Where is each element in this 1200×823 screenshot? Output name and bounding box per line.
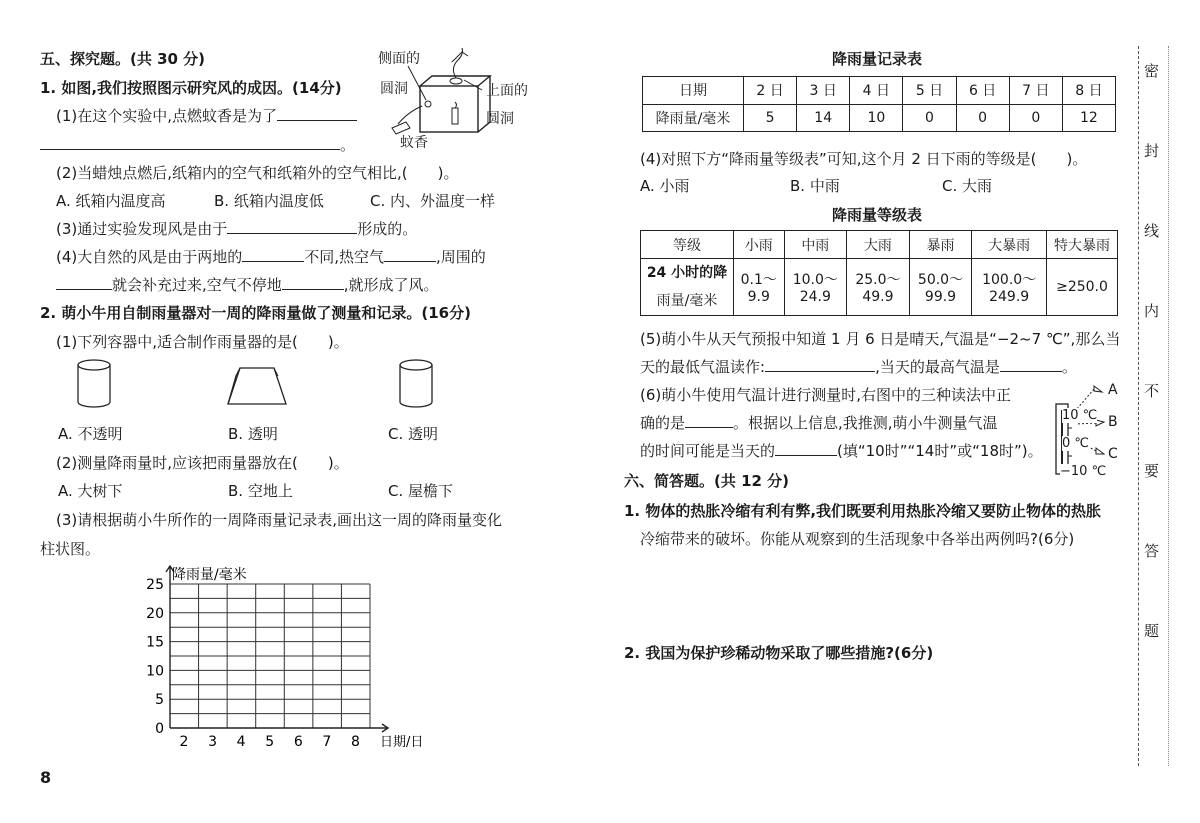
- grade-row-label-line1: 24 小时的降: [646, 265, 728, 281]
- q1-s1-text: (1)在这个实验中,点燃蚊香是为了: [56, 107, 278, 125]
- rainfall-bar-chart[interactable]: [140, 560, 460, 750]
- q2-stem: 2. 萌小牛用自制雨量器对一周的降雨量做了测量和记录。(16分): [40, 304, 471, 322]
- q2-s1-option-b[interactable]: B. 透明: [228, 425, 278, 443]
- record-table-title: 降雨量记录表: [832, 50, 923, 68]
- record-header-cell: 3 日: [797, 77, 850, 105]
- grade-table-header-row: [641, 231, 1118, 259]
- grade-range-cell-last: ≥250.0: [1047, 259, 1118, 316]
- grade-range-cell: [972, 259, 1047, 316]
- section6-title: 六、简答题。(共 12 分): [624, 472, 790, 490]
- q2-s6-text-c: 。根据以上信息,我推测,萌小牛测量气温: [733, 414, 998, 432]
- q1-s3-blank[interactable]: [227, 219, 357, 234]
- binding-margin-char: 密: [1144, 62, 1160, 80]
- grade-range-from: 10.0～: [792, 272, 838, 288]
- chart-ylabel: 降雨量/毫米: [172, 567, 247, 583]
- page-number: 8: [40, 768, 52, 787]
- grade-table-value-row: [641, 259, 1118, 316]
- binding-margin-text: [1144, 60, 1162, 760]
- box-drawing: [378, 44, 538, 154]
- q2-s4-option-c[interactable]: C. 大雨: [942, 177, 993, 195]
- thermometer-figure: [1040, 380, 1130, 480]
- grade-header-cell: 暴雨: [909, 231, 972, 259]
- grade-row-label: [641, 259, 734, 316]
- q2-s3: (3)请根据萌小牛所作的一周降雨量记录表,画出这一周的降雨量变化: [56, 511, 503, 529]
- record-value-cell: 降雨量/毫米: [643, 104, 744, 132]
- grade-table-title: 降雨量等级表: [832, 206, 923, 224]
- binding-margin-char: 线: [1144, 222, 1160, 240]
- q1-s4-text-a: (4)大自然的风是由于两地的: [56, 248, 243, 266]
- record-value-cell: 0: [956, 104, 1009, 132]
- binding-margin-char: 答: [1144, 542, 1160, 560]
- grade-header-cell: 等级: [641, 231, 734, 259]
- incense-label: 蚊香: [400, 135, 428, 151]
- q2-s6-text-b: 确的是: [640, 414, 686, 432]
- wind-experiment-figure: [378, 44, 538, 154]
- binding-line-right: [1168, 46, 1169, 766]
- trapezoid-container-icon: [226, 364, 290, 410]
- binding-line-left: [1138, 46, 1139, 766]
- q1-s4-text-e: ,就形成了风。: [343, 276, 439, 294]
- chart-xlabel: 日期/日: [380, 735, 424, 750]
- q1-s4-text-d: 就会补充过来,空气不停地: [112, 276, 282, 294]
- thermo-label-neg10: −10 ℃: [1060, 464, 1107, 479]
- s6-q1: [624, 500, 1101, 521]
- record-value-cell: 12: [1062, 104, 1115, 132]
- q1-s2-option-a[interactable]: A. 纸箱内温度高: [56, 192, 166, 210]
- chart-y-tick-label: 10: [146, 663, 164, 680]
- q1-s4-blank-1[interactable]: [242, 247, 304, 262]
- q1-s4-text-b: 不同,热空气: [304, 248, 385, 266]
- q1-s1: [56, 105, 357, 126]
- grade-row-label-line2: 雨量/毫米: [656, 293, 718, 309]
- record-header-cell: 2 日: [744, 77, 797, 105]
- s6-q1-line1: 1. 物体的热胀冷缩有利有弊,我们既要利用热胀冷缩又要防止物体的热胀: [624, 502, 1102, 520]
- q2-s4-option-b[interactable]: B. 中雨: [790, 177, 840, 195]
- q2-s2-option-b[interactable]: B. 空地上: [228, 482, 293, 500]
- record-header-cell: 日期: [643, 77, 744, 105]
- s6-q1-cont: 冷缩带来的破坏。你能从观察到的生活现象中各举出两例吗?(6分): [640, 530, 1075, 548]
- q1-stem: 1. 如图,我们按照图示研究风的成因。(14分): [40, 79, 342, 97]
- grade-range-from: 100.0～: [982, 272, 1037, 288]
- q2-s4-option-a[interactable]: A. 小雨: [640, 177, 690, 195]
- q2-s6: (6)萌小牛使用气温计进行测量时,右图中的三种读法中正: [640, 386, 1012, 404]
- q1-s3: [56, 218, 417, 239]
- binding-margin-char: 封: [1144, 142, 1160, 160]
- side-hole-label-2: 圆洞: [380, 81, 408, 97]
- q2-s5-text-d: 。: [1061, 358, 1077, 376]
- grade-range-from: 25.0～: [855, 272, 901, 288]
- chart-y-tick-label: 5: [155, 692, 164, 709]
- chart-x-tick-label: 7: [322, 734, 332, 750]
- record-header-cell: 7 日: [1009, 77, 1062, 105]
- q1-s4-text-c: ,周围的: [436, 248, 486, 266]
- q2-s6-cont2: [640, 440, 1043, 461]
- binding-margin-char: 不: [1144, 382, 1160, 400]
- binding-margin-char: 要: [1144, 462, 1160, 480]
- chart-y-tick-label: 15: [146, 634, 164, 651]
- record-value-cell: 14: [797, 104, 850, 132]
- q1-s1-end: 。: [340, 136, 356, 154]
- chart-y-tick-label: 0: [155, 721, 164, 737]
- thermo-reading-c: C: [1108, 446, 1118, 462]
- top-hole-label: 上面的: [486, 83, 528, 99]
- q2-s6-text-d: 的时间可能是当天的: [640, 442, 776, 460]
- record-value-cell: 5: [744, 104, 797, 132]
- rainfall-record-table: [642, 76, 1116, 132]
- q2-s3-cont: 柱状图。: [40, 540, 101, 558]
- q2-s1-option-a[interactable]: A. 不透明: [58, 425, 123, 443]
- chart-grid: [166, 566, 388, 732]
- q1-s4-blank-3[interactable]: [56, 275, 112, 290]
- q2-s6-blank-2[interactable]: [775, 441, 837, 456]
- grade-range-cell: [734, 259, 785, 316]
- cylinder-a-icon: [74, 358, 114, 410]
- side-hole-label: 侧面的: [378, 51, 420, 67]
- chart-y-tick-label: 25: [146, 577, 164, 593]
- grade-range-to: 24.9: [799, 289, 831, 305]
- thermo-reading-a: A: [1108, 382, 1118, 398]
- record-table-header-row: [643, 77, 1116, 105]
- grade-header-cell: 特大暴雨: [1047, 231, 1118, 259]
- q2-s6-text-e: (填“10时”“14时”或“18时”)。: [837, 442, 1043, 460]
- q1-s4-blank-4[interactable]: [282, 275, 344, 290]
- q2-s5-blank-2[interactable]: [1000, 357, 1062, 372]
- chart-axes: [166, 566, 388, 732]
- chart-x-tick-label: 8: [350, 734, 360, 750]
- binding-margin-char: 内: [1144, 302, 1160, 320]
- record-header-cell: 4 日: [850, 77, 903, 105]
- section5-title: 五、探究题。(共 30 分): [40, 50, 206, 68]
- grade-range-cell: [784, 259, 847, 316]
- grade-range-to: 99.9: [924, 289, 957, 305]
- record-table-value-row: [643, 104, 1116, 132]
- q1-s1-cont: [40, 134, 355, 155]
- record-header-cell: 6 日: [956, 77, 1009, 105]
- grade-range-from: 50.0～: [917, 272, 964, 288]
- q2-s6-blank-1[interactable]: [685, 413, 733, 428]
- chart-x-tick-label: 3: [208, 734, 218, 750]
- q1-s4-cont: [56, 274, 439, 295]
- record-value-cell: 0: [903, 104, 956, 132]
- grade-range-cell: [909, 259, 972, 316]
- grade-range-to: 9.9: [747, 289, 770, 305]
- thermo-label-0: 0 ℃: [1062, 436, 1090, 451]
- grade-range-from: 0.1～: [740, 272, 777, 288]
- q1-s4-blank-2[interactable]: [384, 247, 436, 262]
- q1-s3-text: (3)通过实验发现风是由于: [56, 220, 228, 238]
- binding-margin-char: 题: [1144, 622, 1160, 640]
- q1-s1-blank[interactable]: [277, 106, 357, 121]
- chart-x-tick-label: 2: [179, 734, 189, 750]
- q1-s1-blank2[interactable]: [40, 135, 340, 150]
- s6-q2: 2. 我国为保护珍稀动物采取了哪些措施?(6分): [624, 644, 934, 662]
- chart-y-tick-label: 20: [146, 605, 164, 622]
- q2-s2: (2)测量降雨量时,应该把雨量器放在( )。: [56, 454, 349, 472]
- q1-s2-option-b[interactable]: B. 纸箱内温度低: [214, 192, 324, 210]
- thermo-label-10: 10 ℃: [1062, 408, 1098, 423]
- record-value-cell: 0: [1009, 104, 1062, 132]
- top-hole-label-2: 圆洞: [486, 111, 514, 127]
- chart-x-tick-label: 5: [265, 734, 275, 750]
- rainfall-grade-table: [640, 230, 1118, 316]
- record-header-cell: 5 日: [903, 77, 956, 105]
- q2-s1-option-c[interactable]: C. 透明: [388, 425, 439, 443]
- q2-s5-blank-1[interactable]: [765, 357, 875, 372]
- q1-s4: [56, 246, 486, 267]
- q1-s3-text-end: 形成的。: [357, 220, 418, 238]
- q2-s6-cont: [640, 412, 998, 433]
- q2-s2-option-a[interactable]: A. 大树下: [58, 482, 123, 500]
- q2-s2-option-c[interactable]: C. 屋檐下: [388, 482, 454, 500]
- q2-s5-text-b: 天的最低气温读作:: [640, 358, 766, 376]
- q2-s5: (5)萌小牛从天气预报中知道 1 月 6 日是晴天,气温是“−2~7 ℃”,那么当: [640, 330, 1121, 348]
- thermo-reading-b: B: [1108, 414, 1118, 430]
- grade-range-to: 49.9: [862, 289, 894, 305]
- chart-x-tick-label: 6: [293, 734, 303, 750]
- chart-x-tick-label: 4: [236, 734, 246, 750]
- record-value-cell: 10: [850, 104, 903, 132]
- q2-s5-cont: [640, 356, 1077, 377]
- record-header-cell: 8 日: [1062, 77, 1115, 105]
- grade-header-cell: 中雨: [784, 231, 847, 259]
- q2-s5-text-c: ,当天的最高气温是: [875, 358, 1000, 376]
- grade-header-cell: 大暴雨: [972, 231, 1047, 259]
- cylinder-c-icon: [396, 358, 436, 410]
- q2-s1: (1)下列容器中,适合制作雨量器的是( )。: [56, 333, 349, 351]
- q1-s2-option-c[interactable]: C. 内、外温度一样: [370, 192, 496, 210]
- grade-range-to: 249.9: [989, 289, 1030, 305]
- q1-s2: (2)当蜡烛点燃后,纸箱内的空气和纸箱外的空气相比,( )。: [56, 164, 459, 182]
- grade-range-cell: [847, 259, 910, 316]
- grade-header-cell: 小雨: [734, 231, 785, 259]
- q2-s4: (4)对照下方“降雨量等级表”可知,这个月 2 日下雨的等级是( )。: [640, 150, 1088, 168]
- grade-header-cell: 大雨: [847, 231, 910, 259]
